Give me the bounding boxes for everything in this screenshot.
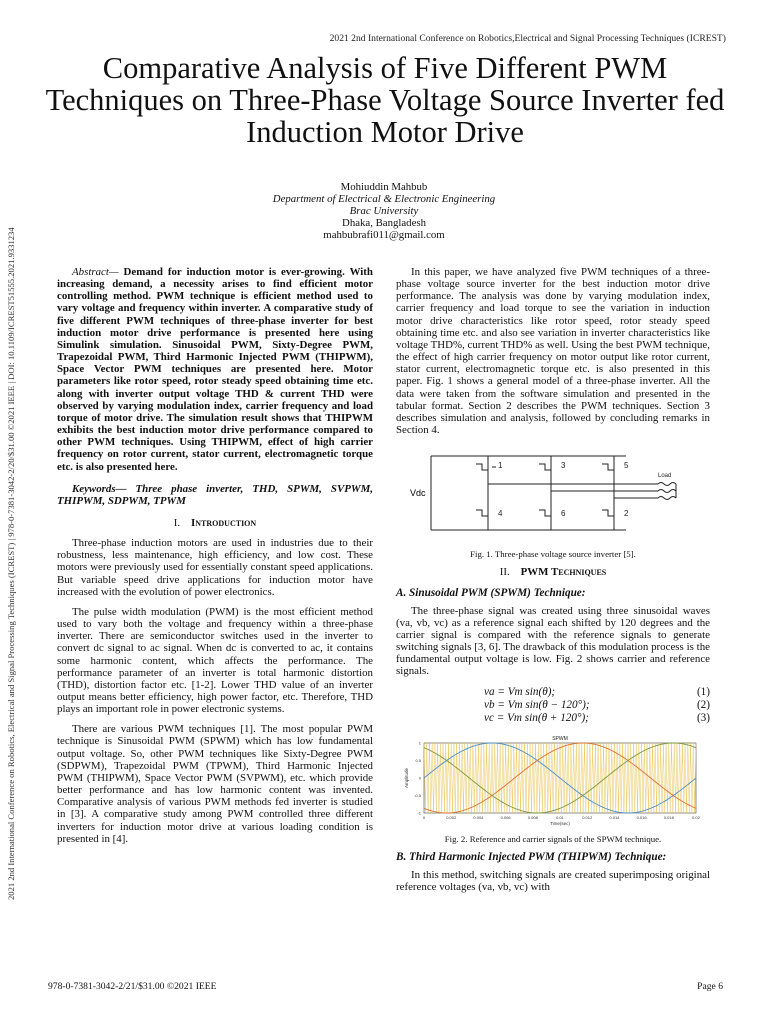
left-column	[57, 266, 373, 853]
equation-1: va = Vm sin(θ); (1)	[484, 685, 710, 698]
chart-title: SPWM	[552, 735, 568, 742]
vdc-label: Vdc	[410, 488, 426, 499]
equation-2: vb = Vm sin(θ − 120°); (2)	[484, 698, 710, 711]
x-tick-label: 0.01	[556, 814, 564, 820]
switch-label-2: 2	[624, 509, 629, 519]
y-tick-label: 0.5	[415, 757, 421, 763]
x-tick-label: 0.014	[609, 814, 620, 820]
figure-2-spwm-chart	[396, 733, 710, 829]
section-title: PWM Techniques	[520, 566, 607, 579]
section-number: I.	[173, 516, 181, 529]
equation-3: vc = Vm sin(θ + 120°); (3)	[484, 711, 710, 724]
x-tick-label: 0.004	[473, 814, 484, 820]
x-tick-label: 0.002	[446, 814, 457, 820]
y-tick-label: -0.5	[414, 792, 421, 798]
author-email: mahbubrafi011@gmail.com	[323, 229, 445, 241]
keywords-lead: Keywords—	[72, 482, 127, 495]
section-number: II.	[499, 566, 510, 579]
right-intro-paragraph: In this paper, we have analyzed five PWM techniques of a three-phase voltage source inverter for the best induction motor drive performance. The analysis was done by varying modulation index, carrier frequency and load torque to see the variation in induction motor drive characteristics like rotor speed, rotor steady speed obtaining time etc. and also see variation in inverter characteristics like voltage THD%, current THD% as well. Using the best PWM technique, the effect of high carrier frequency on motor output like rotor current, stator current, electromagnetic torque etc. is also presented in this paper. Fig. 1 shows a general model of a three-phase inverter. All the data were taken from the software simulation and presented in the tabular format. Section 2 describes the PWM techniques. Section 3 describes simulation and analysis, followed by concluding remarks in Section 4.	[396, 266, 710, 437]
figure-1-caption: Fig. 1. Three-phase voltage source inverter [5].	[470, 549, 636, 560]
subsection-b-text: In this method, switching signals are created superimposing original reference voltages (va, vb, vc) with	[396, 868, 710, 894]
author-location: Dhaka, Bangladesh	[342, 217, 426, 229]
section-title: Introduction	[191, 516, 257, 529]
author-department: Department of Electrical & Electronic Engineering	[272, 193, 496, 205]
switch-label-4: 4	[498, 509, 503, 519]
author-block	[234, 181, 534, 241]
keywords-body: Three phase inverter, THD, SPWM, SVPWM, THIPWM, SDPWM, TPWM	[57, 482, 373, 507]
x-tick-label: 0.008	[527, 814, 538, 820]
intro-paragraph-2: The pulse width modulation (PWM) is the most efficient method used to vary both the voltage and frequency within a three-phase inverter. There are semiconductor switches used in the inverter to convert dc signal to ac signal. When dc is converted to ac, it contains some harmonic content, which affects the performance. The performance parameter of an inverter is total harmonic distortion (THD), distortion factor etc. [1-2]. Lower THD value of an inverter output means better efficiency, high power factor, etc. Therefore, THD plays an important role in power electronic systems.	[57, 605, 373, 716]
abstract-body: Demand for induction motor is ever-growing. With increasing demand, a necessity arises to find efficient motor controlling method. PWM technique is efficient method used to vary voltage and frequency within inverter. A comparative study of five different PWM techniques of three-phase inverter for best induction motor drive performance is presented here using Simulink simulation. Sinusoidal PWM, Sixty-Degree PWM, Trapezoidal PWM, Third Harmonic Injected PWM (THIPWM), Space Vector PWM techniques are presented here. Motor parameters like rotor speed, rotor steady speed obtaining time etc. along with inverter output voltage THD & current THD were observed by varying modulation index, carrier frequency and load torque of motor drive. The simulation result shows that THIPWM exhibits the best induction motor drive performance compared to other PWM techniques. Using THIPWM, effect of high carrier frequency on rotor current, stator current, electromagnetic torque etc. is also presented here.	[57, 266, 373, 473]
figure-2-caption: Fig. 2. Reference and carrier signals of the SPWM technique.	[444, 833, 662, 844]
x-tick-label: 0.02	[692, 814, 700, 820]
section-heading-introduction	[57, 517, 373, 529]
author-name: Mohiuddin Mahbub	[340, 181, 428, 193]
abstract	[57, 266, 373, 473]
right-column	[396, 266, 710, 901]
x-tick-label: 0	[422, 814, 426, 820]
y-tick-label: 0	[418, 775, 421, 781]
abstract-lead: Abstract—	[72, 266, 119, 278]
section-heading-pwm-techniques	[396, 566, 710, 578]
figure-1-inverter-diagram	[396, 444, 710, 544]
inverter-circuit-svg	[396, 444, 710, 544]
x-tick-label: 0.012	[582, 814, 593, 820]
y-tick-label: 1	[418, 740, 421, 746]
y-tick-label: -1	[417, 810, 421, 816]
subsection-a-text: The three-phase signal was created using three sinusoidal waves (va, vb, vc) as a reference signal each shifted by 120 degrees and the carrier signal is compared with the reference signals to generate switching signals [3, 6]. The drawback of this modulation process is the fundamental output voltage is low. Fig. 2 shows carrier and reference signals.	[396, 604, 710, 678]
y-axis-label: Amplitude	[404, 767, 409, 788]
x-tick-label: 0.018	[663, 814, 674, 820]
author-university: Brac University	[349, 205, 419, 217]
intro-paragraph-3: There are various PWM techniques [1]. The most popular PWM technique is Sinusoidal PWM (SPWM) which has low fundamental output voltage. So, other PWM techniques like Sixty-Degree PWM (SDPWM), Trapezoidal PWM (TPWM), Third Harmonic Injected PWM (THIPWM), Space Vector PWM (SVPWM), etc. which provide better performance and has low harmonic content was invented. Comparative analysis of various PWM methods fed inverter is studied in [3]. A comparative study among PWM controlled three different inverters for induction motor drive at various loading condition is presented in [4].	[57, 723, 373, 845]
switch-label-3: 3	[561, 461, 566, 471]
intro-paragraph-1: Three-phase induction motors are used in industries due to their robustness, less maintenance, high efficiency, and low cost. These motors were previously used for essentially constant speed applications. But variable speed drive applications for induction motor have increased with the evolution of power electronics.	[57, 537, 373, 598]
switch-label-5: 5	[624, 461, 629, 471]
load-label: Load	[658, 473, 672, 480]
equations-block	[396, 686, 710, 725]
subsection-b-heading: B. Third Harmonic Injected PWM (THIPWM) Technique:	[396, 850, 667, 863]
keywords	[57, 483, 373, 507]
spwm-chart-svg	[396, 733, 710, 829]
x-tick-label: 0.006	[500, 814, 511, 820]
doi-side-strip: 2021 2nd International Conference on Robotics, Electrical and Signal Processing Techniques (ICREST) | 978-0-7381-3042-2/20/$31.00 ©2021 IEEE | DOI: 10.1109/ICREST51555.2021.9331234	[6, 227, 16, 900]
x-axis-label: Time(sec)	[550, 820, 570, 826]
switch-label-1: 1	[498, 461, 503, 471]
footer-copyright: 978-0-7381-3042-2/21/$31.00 ©2021 IEEE	[48, 981, 217, 992]
paper-title: Comparative Analysis of Five Different PWM Techniques on Three-Phase Voltage Source Inverter fed Induction Motor Drive	[45, 51, 725, 149]
conference-header: 2021 2nd International Conference on Robotics,Electrical and Signal Processing Techniques (ICREST)	[329, 33, 726, 44]
x-tick-label: 0.016	[636, 814, 647, 820]
footer-page-number: Page 6	[697, 981, 723, 992]
switch-label-6: 6	[561, 509, 566, 519]
subsection-a-heading: A. Sinusoidal PWM (SPWM) Technique:	[396, 586, 586, 599]
